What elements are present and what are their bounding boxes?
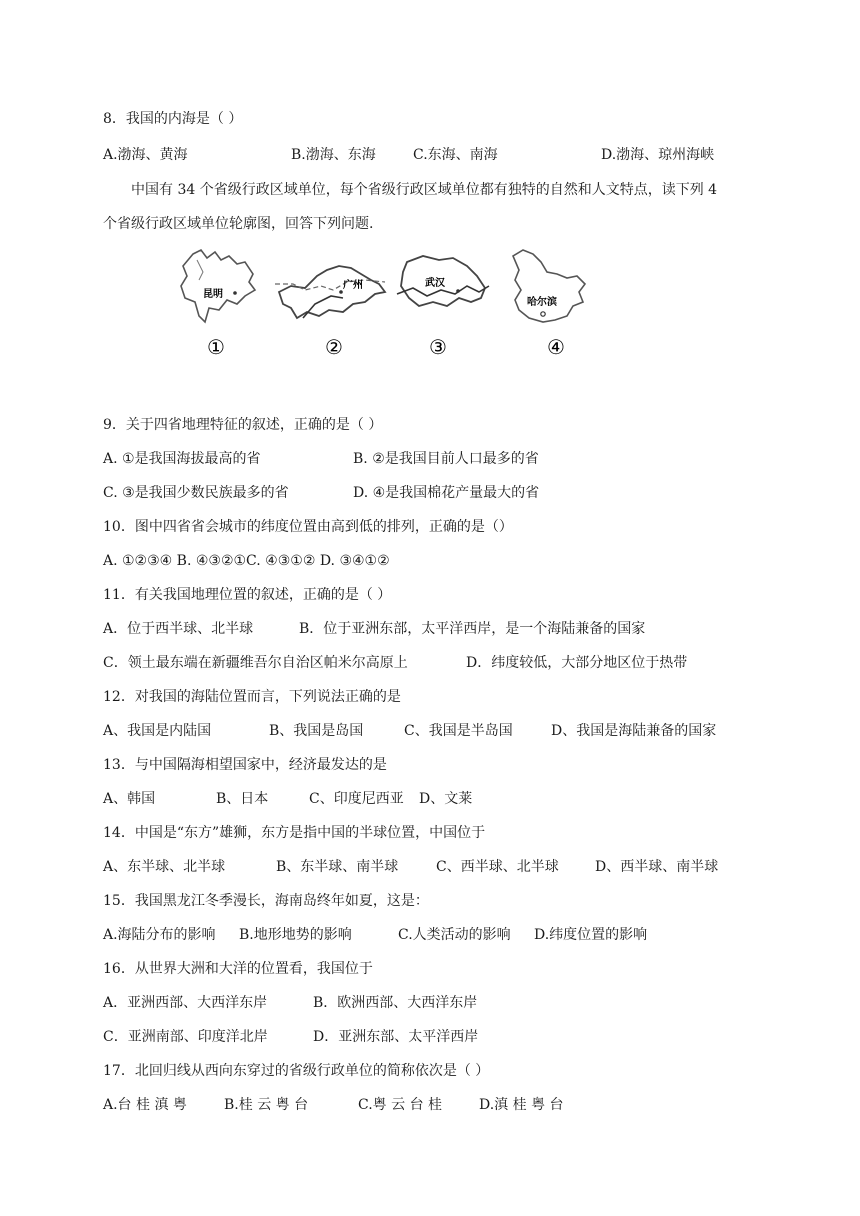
- question-17-option-b: B.桂 云 粤 台: [224, 1097, 309, 1113]
- map-1-number: ①: [207, 335, 225, 358]
- map-2-city-label: 广州: [343, 280, 363, 291]
- map-3-city-label: 武汉: [425, 278, 445, 289]
- question-17-option-c: C.粤 云 台 桂: [358, 1097, 443, 1113]
- question-12-option-a: A、我国是内陆国: [103, 723, 212, 739]
- intro-line-1: 中国有 34 个省级行政区域单位，每个省级行政区域单位都有独特的自然和人文特点，读下列 4: [131, 182, 718, 198]
- question-15-option-a: A.海陆分布的影响: [103, 927, 216, 943]
- question-13-option-a: A、韩国: [103, 791, 156, 807]
- question-16-option-d: D．亚洲东部、太平洋西岸: [313, 1029, 479, 1045]
- question-12-option-d: D、我国是海陆兼备的国家: [551, 723, 717, 739]
- question-11-option-b: B．位于亚洲东部，太平洋西岸，是一个海陆兼备的国家: [299, 621, 646, 637]
- question-15-option-b: B.地形地势的影响: [239, 927, 352, 943]
- yunnan-outline-map: [181, 250, 255, 358]
- question-17-stem: 17．北回归线从西向东穿过的省级行政单位的简称依次是（ ）: [103, 1063, 490, 1079]
- question-8-option-d: D.渤海、琼州海峡: [601, 147, 715, 163]
- map-3-number: ③: [429, 335, 447, 358]
- question-16-option-a: A．亚洲西部、大西洋东岸: [103, 995, 268, 1011]
- question-13-option-d: D、文莱: [419, 791, 473, 807]
- question-9-stem: 9．关于四省地理特征的叙述，正确的是（ ）: [103, 417, 383, 433]
- map-4-number: ④: [547, 335, 565, 358]
- question-13-option-b: B、日本: [216, 791, 269, 807]
- map-4-city-label: 哈尔滨: [527, 297, 557, 308]
- question-8-option-a: A.渤海、黄海: [103, 147, 188, 163]
- question-8-option-b: B.渤海、东海: [291, 147, 376, 163]
- question-12-option-c: C、我国是半岛国: [404, 723, 513, 739]
- question-13-stem: 13．与中国隔海相望国家中，经济最发达的是: [103, 757, 387, 773]
- question-17-option-a: A.台 桂 滇 粤: [103, 1097, 187, 1113]
- question-14-stem: 14．中国是“东方”雄狮，东方是指中国的半球位置，中国位于: [103, 825, 486, 841]
- question-16-stem: 16．从世界大洲和大洋的位置看，我国位于: [103, 961, 373, 977]
- intro-line-2: 个省级行政区域单位轮廓图，回答下列问题.: [103, 216, 374, 232]
- question-14-option-b: B、东半球、南半球: [276, 859, 399, 875]
- question-9-option-b: B. ②是我国目前人口最多的省: [353, 451, 539, 467]
- question-17-option-d: D.滇 桂 粤 台: [479, 1097, 564, 1113]
- question-15-stem: 15．我国黑龙江冬季漫长，海南岛终年如夏，这是：: [103, 893, 429, 909]
- question-11-option-c: C．领土最东端在新疆维吾尔自治区帕米尔高原上: [103, 655, 408, 671]
- question-9-option-d: D. ④是我国棉花产量最大的省: [353, 485, 540, 501]
- map-2-number: ②: [325, 335, 343, 358]
- guangdong-outline-map: [275, 266, 385, 358]
- question-14-option-d: D、西半球、南半球: [595, 859, 719, 875]
- question-14-option-a: A、东半球、北半球: [103, 859, 226, 875]
- question-15-option-d: D.纬度位置的影响: [534, 927, 648, 943]
- question-11-option-a: A．位于西半球、北半球: [103, 621, 254, 637]
- question-11-stem: 11．有关我国地理位置的叙述，正确的是（ ）: [103, 587, 392, 603]
- province-outline-figure: [175, 246, 595, 358]
- hubei-outline-map: [397, 256, 489, 358]
- question-16-option-b: B．欧洲西部、大西洋东岸: [313, 995, 478, 1011]
- question-10-stem: 10．图中四省省会城市的纬度位置由高到低的排列，正确的是（）: [103, 519, 513, 535]
- question-12-stem: 12．对我国的海陆位置而言，下列说法正确的是: [103, 689, 401, 705]
- question-9-option-c: C. ③是我国少数民族最多的省: [103, 485, 289, 501]
- question-12-option-b: B、我国是岛国: [269, 723, 364, 739]
- question-9-option-a: A. ①是我国海拔最高的省: [103, 451, 261, 467]
- question-11-option-d: D．纬度较低，大部分地区位于热带: [466, 655, 688, 671]
- map-1-city-label: 昆明: [203, 289, 223, 300]
- question-8-stem: 8．我国的内海是（ ）: [103, 111, 243, 127]
- heilongjiang-outline-map: [513, 250, 585, 358]
- question-14-option-c: C、西半球、北半球: [436, 859, 559, 875]
- question-10-options: A. ①②③④ B. ④③②①C. ④③①② D. ③④①②: [103, 553, 390, 569]
- question-13-option-c: C、印度尼西亚: [309, 791, 404, 807]
- question-16-option-c: C．亚洲南部、印度洋北岸: [103, 1029, 268, 1045]
- question-8-option-c: C.东海、南海: [413, 147, 498, 163]
- question-15-option-c: C.人类活动的影响: [398, 927, 511, 943]
